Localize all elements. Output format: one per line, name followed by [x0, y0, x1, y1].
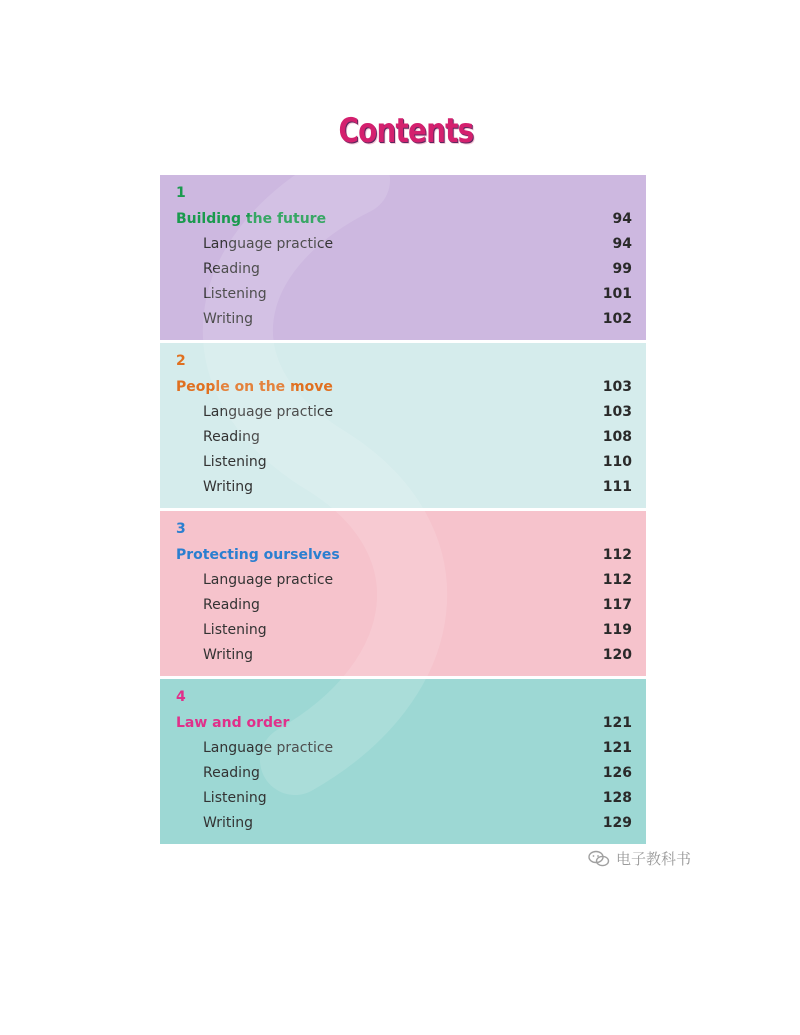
unit-number: 2 [176, 353, 186, 369]
unit-4 [160, 679, 646, 844]
entry-label[interactable]: Writing [203, 478, 253, 495]
toc-entry[interactable] [176, 474, 632, 499]
entry-label[interactable]: Writing [203, 310, 253, 327]
page-number: 99 [612, 260, 632, 277]
unit-3 [160, 511, 646, 676]
page-number: 110 [602, 453, 632, 470]
entry-label[interactable]: Writing [203, 814, 253, 831]
toc-entry[interactable] [176, 642, 632, 667]
page-number: 112 [602, 546, 632, 563]
page-number: 126 [602, 764, 632, 781]
page-number: 103 [602, 378, 632, 395]
toc-entry[interactable] [176, 592, 632, 617]
entry-label[interactable]: Language practice [203, 571, 334, 588]
entry-label[interactable]: Reading [203, 260, 260, 277]
unit-title[interactable]: People on the move [176, 378, 333, 395]
entry-label[interactable]: Listening [203, 285, 267, 302]
page-number: 108 [602, 428, 632, 445]
watermark [588, 848, 691, 869]
unit-number: 4 [176, 689, 186, 705]
toc-entry[interactable] [176, 735, 632, 760]
entry-label[interactable]: Reading [203, 428, 260, 445]
unit-title-row[interactable] [176, 206, 632, 231]
unit-title[interactable]: Building the future [176, 210, 327, 227]
page-number: 103 [602, 403, 632, 420]
page-number: 128 [602, 789, 632, 806]
unit-number: 3 [176, 521, 186, 537]
unit-2 [160, 343, 646, 508]
entry-label[interactable]: Listening [203, 453, 267, 470]
toc-entry[interactable] [176, 256, 632, 281]
watermark-text: 电子教科书 [616, 850, 692, 868]
page-number: 94 [612, 235, 632, 252]
toc-entry[interactable] [176, 760, 632, 785]
toc-entry[interactable] [176, 617, 632, 642]
toc-entry[interactable] [176, 231, 632, 256]
toc-entry[interactable] [176, 785, 632, 810]
entry-label[interactable]: Reading [203, 764, 260, 781]
toc-entry[interactable] [176, 567, 632, 592]
page-number: 102 [602, 310, 632, 327]
page-title: Contents [338, 110, 474, 151]
entry-label[interactable]: Listening [203, 621, 267, 638]
unit-title[interactable]: Law and order [176, 714, 290, 731]
entry-label[interactable]: Language practice [203, 235, 334, 252]
page-number: 111 [602, 478, 632, 495]
entry-label[interactable]: Language practice [203, 403, 334, 420]
page-number: 119 [602, 621, 632, 638]
page-number: 121 [602, 714, 632, 731]
unit-title-row[interactable] [176, 374, 632, 399]
unit-title-row[interactable] [176, 710, 632, 735]
wechat-icon [588, 850, 610, 868]
entry-label[interactable]: Writing [203, 646, 253, 663]
page-number: 121 [602, 739, 632, 756]
table-of-contents [160, 175, 646, 844]
entry-label[interactable]: Language practice [203, 739, 334, 756]
unit-1 [160, 175, 646, 340]
unit-title[interactable]: Protecting ourselves [176, 546, 340, 563]
page-number: 94 [612, 210, 632, 227]
unit-number: 1 [176, 185, 186, 201]
toc-entry[interactable] [176, 424, 632, 449]
toc-entry[interactable] [176, 399, 632, 424]
entry-label[interactable]: Reading [203, 596, 260, 613]
toc-entry[interactable] [176, 306, 632, 331]
entry-label[interactable]: Listening [203, 789, 267, 806]
toc-entry[interactable] [176, 449, 632, 474]
unit-title-row[interactable] [176, 542, 632, 567]
page-number: 117 [602, 596, 632, 613]
page-number: 101 [602, 285, 632, 302]
page-number: 129 [602, 814, 632, 831]
toc-entry[interactable] [176, 281, 632, 306]
page-number: 112 [602, 571, 632, 588]
toc-entry[interactable] [176, 810, 632, 835]
page-number: 120 [602, 646, 632, 663]
